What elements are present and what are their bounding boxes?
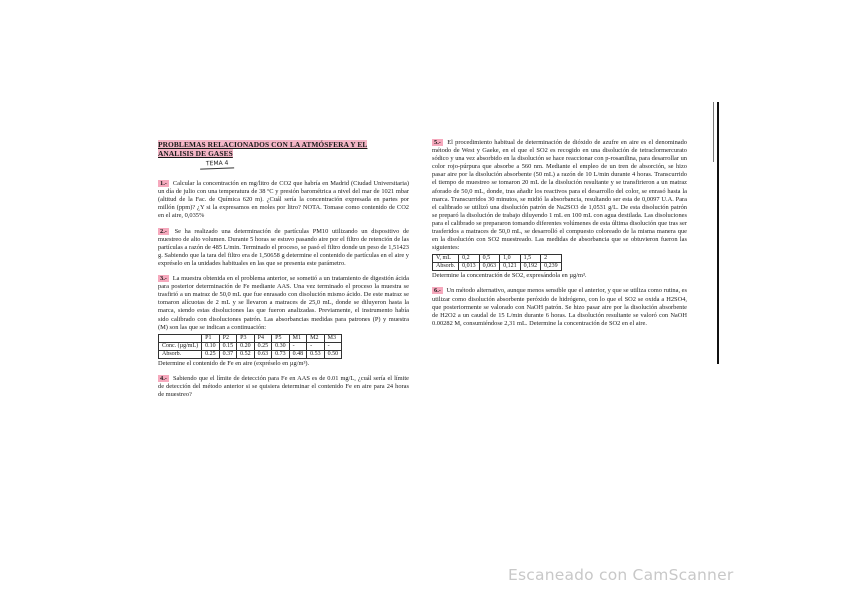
table-cell: 0.50 [324, 350, 342, 358]
table-cell: 0,063 [479, 263, 500, 271]
table-cell: 0,192 [520, 263, 541, 271]
table-cell: - [289, 342, 307, 350]
table-header-row [433, 255, 562, 263]
table-cell: 0.15 [219, 342, 237, 350]
table-cell: 0,2 [459, 255, 480, 263]
problem-text: El procedimiento habitual de determinación de dióxido de azufre en aire es el denominado método de West y Gaeke, en el que el SO2 es recogido en una disolución de tetraclormercurato sódico y una vez absorbido en la disolución se hace reaccionar con p-rosanilina, para desarrollar un color rojo-púrpura que absorbe a 560 nm. Mediante el empleo de un tren de absorción, se hizo pasar aire por la disolución absorbente (50 mL) a razón de 10 L/min durante 4 horas. Transcurrido el tiempo de muestreo se tomaron 20 mL de la disolución resultante y se transfirieron a un matraz aforado de 50,0 mL, donde, tras añadir los reactivos para el desarrollo del color, se enrasó hasta la marca. Transcurridos 30 minutos, se midió la absorbancia, resultando ser esta de 0,0097 U.A. Para el calibrado se utilizó una disolución patrón de Na2SO3 de 1,0531 g/L. De esta disolución patrón se preparó la disolución de trabajo diluyendo 1 mL en 100 mL con agua destilada. Las disoluciones para el calibrado se prepararon tomando diferentes volúmenes de esta última disolución que tras ser trasferidos a matraces de 50,0 mL, se desarrolló el compuesto coloreado de la misma manera que en la disolución con SO2 muestreado. Las medidas de absorbancia que se obtuvieron fueron las siguientes: [432, 139, 687, 252]
table-cell: M3 [324, 334, 342, 342]
table-cell: - [324, 342, 342, 350]
table-cell: 0.37 [219, 350, 237, 358]
table-cell: 0.30 [272, 342, 290, 350]
table-cell: 2 [541, 255, 562, 263]
problem-text: Sabiendo que el límite de detección para Fe en AAS es de 0.01 mg/L, ¿cuál sería el límite de detección del método anterior si se quisiera determinar el contenido Fe en aire para 24 horas de muestreo? [158, 374, 409, 398]
problem-number: 2.- [160, 227, 167, 235]
table-cell: 0.73 [272, 350, 290, 358]
table-cell: P5 [272, 334, 290, 342]
table-cell: Absorb. [159, 350, 202, 358]
heading-line-1: PROBLEMAS RELACIONADOS CON LA ATMÓSFERA Y EL [158, 140, 368, 149]
right-column [432, 139, 687, 328]
table-cell: 0,239 [541, 263, 562, 271]
table-cell: P1 [202, 334, 220, 342]
table-cell: P3 [237, 334, 255, 342]
camscanner-watermark: Escaneado con CamScanner [508, 566, 734, 584]
problem-2 [158, 228, 409, 268]
table-cell: V, mL [433, 255, 459, 263]
heading-line-2: ANALISIS DE GASES [158, 149, 233, 158]
page-edge-shadow [713, 102, 714, 162]
table-cell: 0,013 [459, 263, 480, 271]
table-cell: Absorb. [433, 263, 459, 271]
problem-text: La muestra obtenida en el problema anterior, se sometió a un tratamiento de digestión ácida para posterior determinación de Fe mediante AAS. Una vez terminado el proceso la muestra se trasfirió a un matraz de 50,0 mL que fue enrasado con disolución mismo ácido. De este matraz se tomaron alícuotas de 2 mL y se llevaron a matraces de 25,0 mL, donde se diluyeron hasta la marca, siendo estas disoluciones las que fueron analizadas. Previamente, el instrumento había sido calibrado con disoluciones patrón. Las absorbancias medidas para patrones (P) y muestra (M) son las que se indican a continuación: [158, 275, 409, 331]
table-row [159, 342, 342, 350]
table-cell: Conc. (µg/mL) [159, 342, 202, 350]
table-cell: M2 [307, 334, 325, 342]
table-cell: - [307, 342, 325, 350]
table-cell: 1,0 [500, 255, 521, 263]
table-cell: 0,121 [500, 263, 521, 271]
table-row [159, 350, 342, 358]
table-cell: 0,5 [479, 255, 500, 263]
table-cell: 0.63 [254, 350, 272, 358]
calibration-table [158, 334, 342, 359]
problem-1 [158, 180, 409, 220]
table-cell: 0.53 [307, 350, 325, 358]
problem-note: Determine el contenido de Fe en aire (expréselo en µg/m³). [158, 359, 310, 367]
problem-number: 1.- [160, 180, 167, 188]
left-column [158, 140, 409, 399]
problem-text: Se ha realizado una determinación de partículas PM10 utilizando un dispositivo de muestreo de alto volumen. Durante 5 horas se estuvo pasando aire por el filtro de retención de las partículas a razón de 485 L/min. Terminado el proceso, se pasó el filtro donde un peso de 1,51423 g. Sabiendo que la tara del filtro era de 1,50658 g determine el contenido de partículas en el aire y expréselo en la unidades habituales en las que se presenta este parámetro. [158, 227, 409, 267]
problem-3 [158, 275, 409, 368]
table-cell: 0.10 [202, 342, 220, 350]
problem-5 [432, 139, 687, 280]
problem-text: Calcular la concentración en mg/litro de CO2 que habría en Madrid (Ciudad Universitaria) un día de julio con una temperatura de 38 ºC y presión barométrica a nivel del mar de 1021 mbar (altitud de la Fac. de Química 620 m). ¿Cuál sería la concentración expresada en partes por millón (ppm)? ¿Y si la expresamos en moles por litro? NOTA. Tomase como contenido de CO2 en el aire, 0,035% [158, 180, 409, 220]
table-cell: M1 [289, 334, 307, 342]
table-row [433, 263, 562, 271]
problem-4 [158, 375, 409, 399]
problem-text: Un método alternativo, aunque menos sensible que el anterior, y que se utiliza como rutina, es utilizar como disolución absorbente peróxido de hidrógeno, con lo que el SO2 se oxida a H2SO4, que posteriormente se valorado con NaOH patrón. Se hizo pasar aire por la disolución absorbente de H2O2 a un caudal de 15 L/min durante 6 horas. La disolución resultante se valoró con NaOH 0.00282 M, consumiéndose 2,31 mL. Determine la concentración de SO2 en el aire. [432, 287, 687, 327]
table-cell [159, 334, 202, 342]
problem-number: 4.- [160, 374, 167, 382]
problem-number: 5.- [434, 139, 441, 146]
table-header-row [159, 334, 342, 342]
problem-6 [432, 287, 687, 327]
handwritten-note: TEMA 4 [200, 159, 235, 169]
table-cell: P2 [219, 334, 237, 342]
table-cell: 1,5 [520, 255, 541, 263]
table-cell: 0.52 [237, 350, 255, 358]
table-cell: 0.20 [237, 342, 255, 350]
problem-note: Determine la concentración de SO2, expresándola en µg/m³. [432, 272, 587, 280]
problem-number: 3.- [160, 275, 167, 283]
problem-number: 6.- [434, 287, 441, 295]
table-cell: 0.25 [202, 350, 220, 358]
table-cell: 0.25 [254, 342, 272, 350]
document-heading [158, 140, 409, 158]
table-cell: 0.48 [289, 350, 307, 358]
page-edge-line [717, 102, 719, 364]
table-cell: P4 [254, 334, 272, 342]
absorbance-table [432, 254, 562, 271]
